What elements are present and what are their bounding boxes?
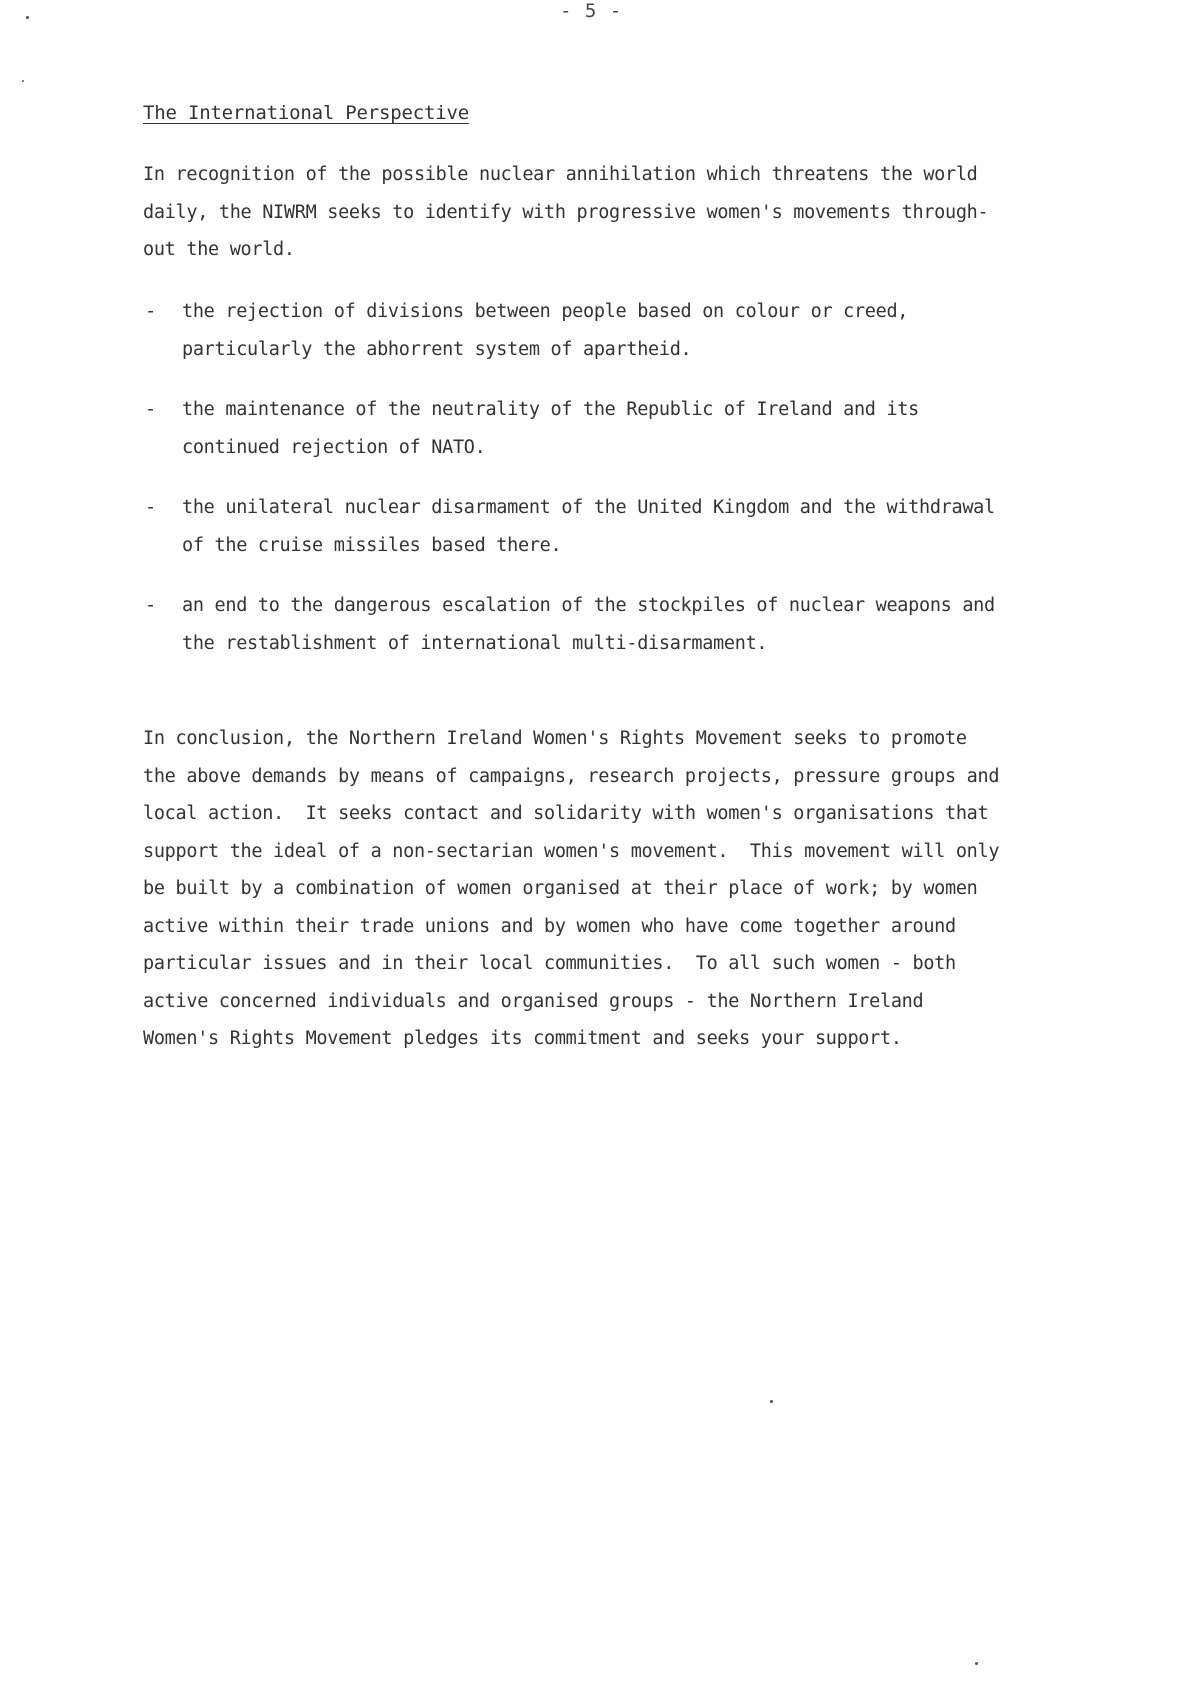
conclusion-line: active concerned individuals and organised groups - the Northern Ireland [143,990,924,1012]
scan-speck [26,16,29,19]
scan-speck [975,1662,978,1665]
bullet-text [182,489,995,564]
bullet-text [182,587,995,662]
conclusion-line: be built by a combination of women organised at their place of work; by women [143,878,978,899]
conclusion-line: the above demands by means of campaigns, research projects, pressure groups and [143,765,1000,787]
section-heading: The International Perspective [143,102,469,124]
conclusion-paragraph [143,720,999,1058]
bullet-line: particularly the abhorrent system of apartheid. [182,338,692,360]
conclusion-line: support the ideal of a non-sectarian women's movement. This movement will only [143,840,1000,862]
bullet-line: continued rejection of NATO. [182,436,486,458]
bullet-dash: - [145,595,156,616]
conclusion-line: In conclusion, the Northern Ireland Women's Rights Movement seeks to promote [143,728,967,749]
conclusion-line: active within their trade unions and by women who have come together around [143,915,956,937]
bullet-line: the restablishment of international multi-disarmament. [182,632,768,654]
conclusion-line: particular issues and in their local communities. To all such women - both [143,953,956,974]
bullet-dash: - [145,301,156,322]
bullet-line: the unilateral nuclear disarmament of the United Kingdom and the withdrawal [182,497,995,518]
intro-line: out the world. [143,239,295,260]
intro-paragraph [143,156,988,269]
scan-speck [22,80,24,82]
bullet-line: the rejection of divisions between people based on colour or creed, [182,301,909,322]
bullet-dash: - [145,497,156,518]
page-number: - 5 - [560,0,623,22]
bullet-text [182,391,919,466]
bullet-text [182,293,908,368]
scan-speck [770,1400,773,1403]
bullet-line: the maintenance of the neutrality of the Republic of Ireland and its [182,399,919,420]
bullet-line: of the cruise missiles based there. [182,534,562,556]
conclusion-line: Women's Rights Movement pledges its commitment and seeks your support. [143,1028,902,1049]
intro-line: In recognition of the possible nuclear annihilation which threatens the world [143,164,978,185]
conclusion-line: local action. It seeks contact and solidarity with women's organisations that [143,803,989,824]
bullet-line: an end to the dangerous escalation of the stockpiles of nuclear weapons and [182,595,995,616]
intro-line: daily, the NIWRM seeks to identify with progressive women's movements through- [143,201,989,223]
bullet-dash: - [145,399,156,420]
